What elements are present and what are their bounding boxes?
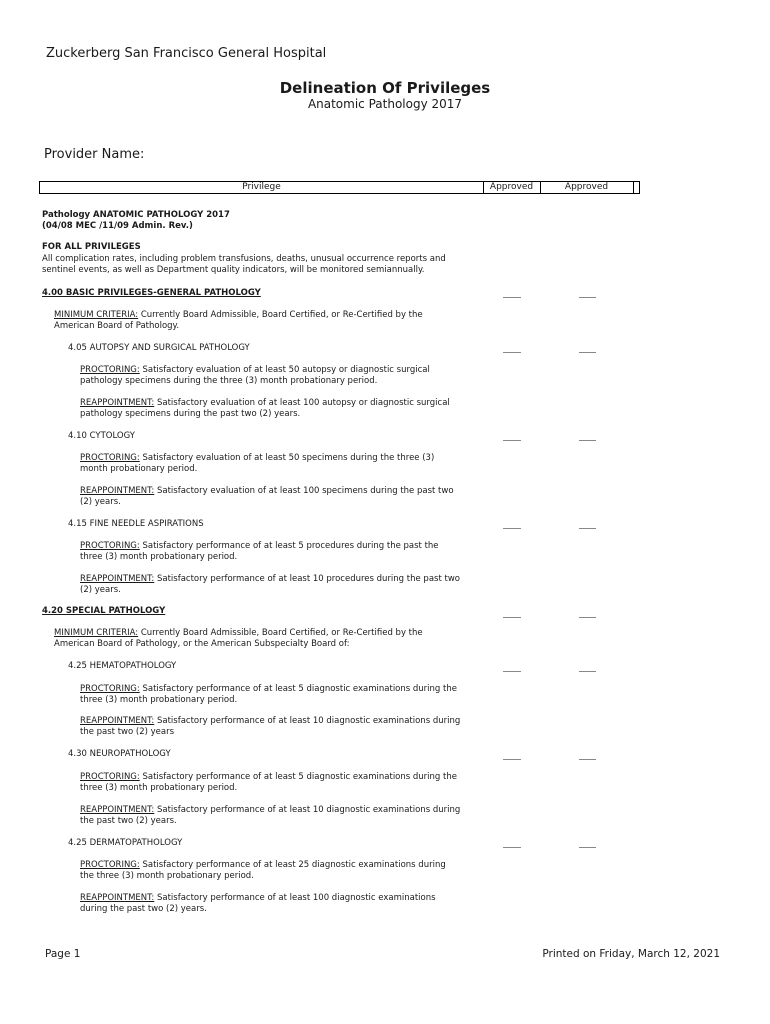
- approval-blank-2[interactable]: [579, 352, 596, 353]
- privilege-heading-4-20: 4.20 SPECIAL PATHOLOGY: [42, 606, 166, 616]
- approval-blank-2[interactable]: [579, 617, 596, 618]
- approval-blank-2[interactable]: [579, 297, 596, 298]
- reappointment-criteria: REAPPOINTMENT: Satisfactory performance of at least 10 diagnostic examinations during: [80, 805, 461, 815]
- privilege-heading-4-15: 4.15 FINE NEEDLE ASPIRATIONS: [68, 519, 204, 529]
- privilege-heading-4-00: 4.00 BASIC PRIVILEGES-GENERAL PATHOLOGY: [42, 288, 261, 298]
- provider-name-label: Provider Name:: [44, 147, 145, 162]
- reappointment-criteria: REAPPOINTMENT: Satisfactory evaluation of at least 100 specimens during the past two: [80, 486, 454, 496]
- privilege-heading-4-05: 4.05 AUTOPSY AND SURGICAL PATHOLOGY: [68, 343, 250, 353]
- approval-blank-1[interactable]: [503, 617, 521, 618]
- approval-blank-2[interactable]: [579, 440, 596, 441]
- privilege-column-header: Privilege: [40, 182, 484, 193]
- reappointment-criteria: during the past two (2) years.: [80, 904, 207, 914]
- proctoring-criteria: three (3) month probationary period.: [80, 783, 238, 793]
- approval-blank-1[interactable]: [503, 671, 521, 672]
- privilege-heading-4-30: 4.30 NEUROPATHOLOGY: [68, 749, 171, 759]
- approved-column-header-2: Approved: [540, 182, 634, 193]
- approval-blank-1[interactable]: [503, 847, 521, 848]
- approved-column-header-1: Approved: [483, 182, 541, 193]
- proctoring-criteria: three (3) month probationary period.: [80, 695, 238, 705]
- document-title: Delineation Of Privileges: [279, 79, 491, 97]
- for-all-privileges-text: All complication rates, including problem transfusions, deaths, unusual occurrence reports and: [42, 254, 446, 264]
- page-number: Page 1: [45, 948, 81, 960]
- approval-blank-2[interactable]: [579, 847, 596, 848]
- reappointment-criteria: the past two (2) years: [80, 727, 175, 737]
- minimum-criteria: American Board of Pathology, or the American Subspecialty Board of:: [54, 639, 350, 649]
- privilege-heading-4-25-dermatopathology: 4.25 DERMATOPATHOLOGY: [68, 838, 183, 848]
- proctoring-criteria: PROCTORING: Satisfactory performance of at least 5 procedures during the past the: [80, 541, 439, 551]
- proctoring-criteria: PROCTORING: Satisfactory performance of at least 5 diagnostic examinations during the: [80, 684, 457, 694]
- proctoring-criteria: PROCTORING: Satisfactory evaluation of at least 50 specimens during the three (3): [80, 453, 435, 463]
- minimum-criteria: MINIMUM CRITERIA: Currently Board Admissible, Board Certified, or Re-Certified by the: [54, 628, 423, 638]
- privilege-heading-4-10: 4.10 CYTOLOGY: [68, 431, 135, 441]
- document-subtitle: Anatomic Pathology 2017: [307, 97, 463, 111]
- approval-blank-1[interactable]: [503, 440, 521, 441]
- reappointment-criteria: pathology specimens during the past two (2) years.: [80, 409, 301, 419]
- hospital-name: Zuckerberg San Francisco General Hospital: [46, 46, 327, 61]
- minimum-criteria: American Board of Pathology.: [54, 321, 180, 331]
- approval-blank-2[interactable]: [579, 528, 596, 529]
- proctoring-criteria: three (3) month probationary period.: [80, 552, 238, 562]
- approval-blank-1[interactable]: [503, 352, 521, 353]
- section-name: Pathology ANATOMIC PATHOLOGY 2017: [42, 210, 230, 220]
- proctoring-criteria: PROCTORING: Satisfactory performance of at least 5 diagnostic examinations during the: [80, 772, 457, 782]
- reappointment-criteria: REAPPOINTMENT: Satisfactory evaluation of at least 100 autopsy or diagnostic surgical: [80, 398, 450, 408]
- approval-blank-2[interactable]: [579, 671, 596, 672]
- proctoring-criteria: PROCTORING: Satisfactory performance of at least 25 diagnostic examinations during: [80, 860, 446, 870]
- reappointment-criteria: REAPPOINTMENT: Satisfactory performance of at least 10 diagnostic examinations during: [80, 716, 461, 726]
- reappointment-criteria: (2) years.: [80, 585, 121, 595]
- reappointment-criteria: REAPPOINTMENT: Satisfactory performance of at least 10 procedures during the past two: [80, 574, 460, 584]
- printed-date: Printed on Friday, March 12, 2021: [542, 948, 720, 960]
- reappointment-criteria: the past two (2) years.: [80, 816, 177, 826]
- approval-blank-2[interactable]: [579, 759, 596, 760]
- approval-blank-1[interactable]: [503, 528, 521, 529]
- approval-blank-1[interactable]: [503, 759, 521, 760]
- for-all-privileges-text: sentinel events, as well as Department quality indicators, will be monitored semiannually.: [42, 265, 425, 275]
- reappointment-criteria: (2) years.: [80, 497, 121, 507]
- minimum-criteria: MINIMUM CRITERIA: Currently Board Admissible, Board Certified, or Re-Certified by the: [54, 310, 423, 320]
- privilege-heading-4-25-hematopathology: 4.25 HEMATOPATHOLOGY: [68, 661, 177, 671]
- privileges-table-header: [39, 181, 640, 194]
- section-revision: (04/08 MEC /11/09 Admin. Rev.): [42, 221, 193, 231]
- proctoring-criteria: pathology specimens during the three (3) month probationary period.: [80, 376, 378, 386]
- proctoring-criteria: the three (3) month probationary period.: [80, 871, 254, 881]
- approval-blank-1[interactable]: [503, 297, 521, 298]
- proctoring-criteria: PROCTORING: Satisfactory evaluation of at least 50 autopsy or diagnostic surgical: [80, 365, 430, 375]
- reappointment-criteria: REAPPOINTMENT: Satisfactory performance of at least 100 diagnostic examinations: [80, 893, 436, 903]
- proctoring-criteria: month probationary period.: [80, 464, 198, 474]
- for-all-privileges-title: FOR ALL PRIVILEGES: [42, 242, 141, 252]
